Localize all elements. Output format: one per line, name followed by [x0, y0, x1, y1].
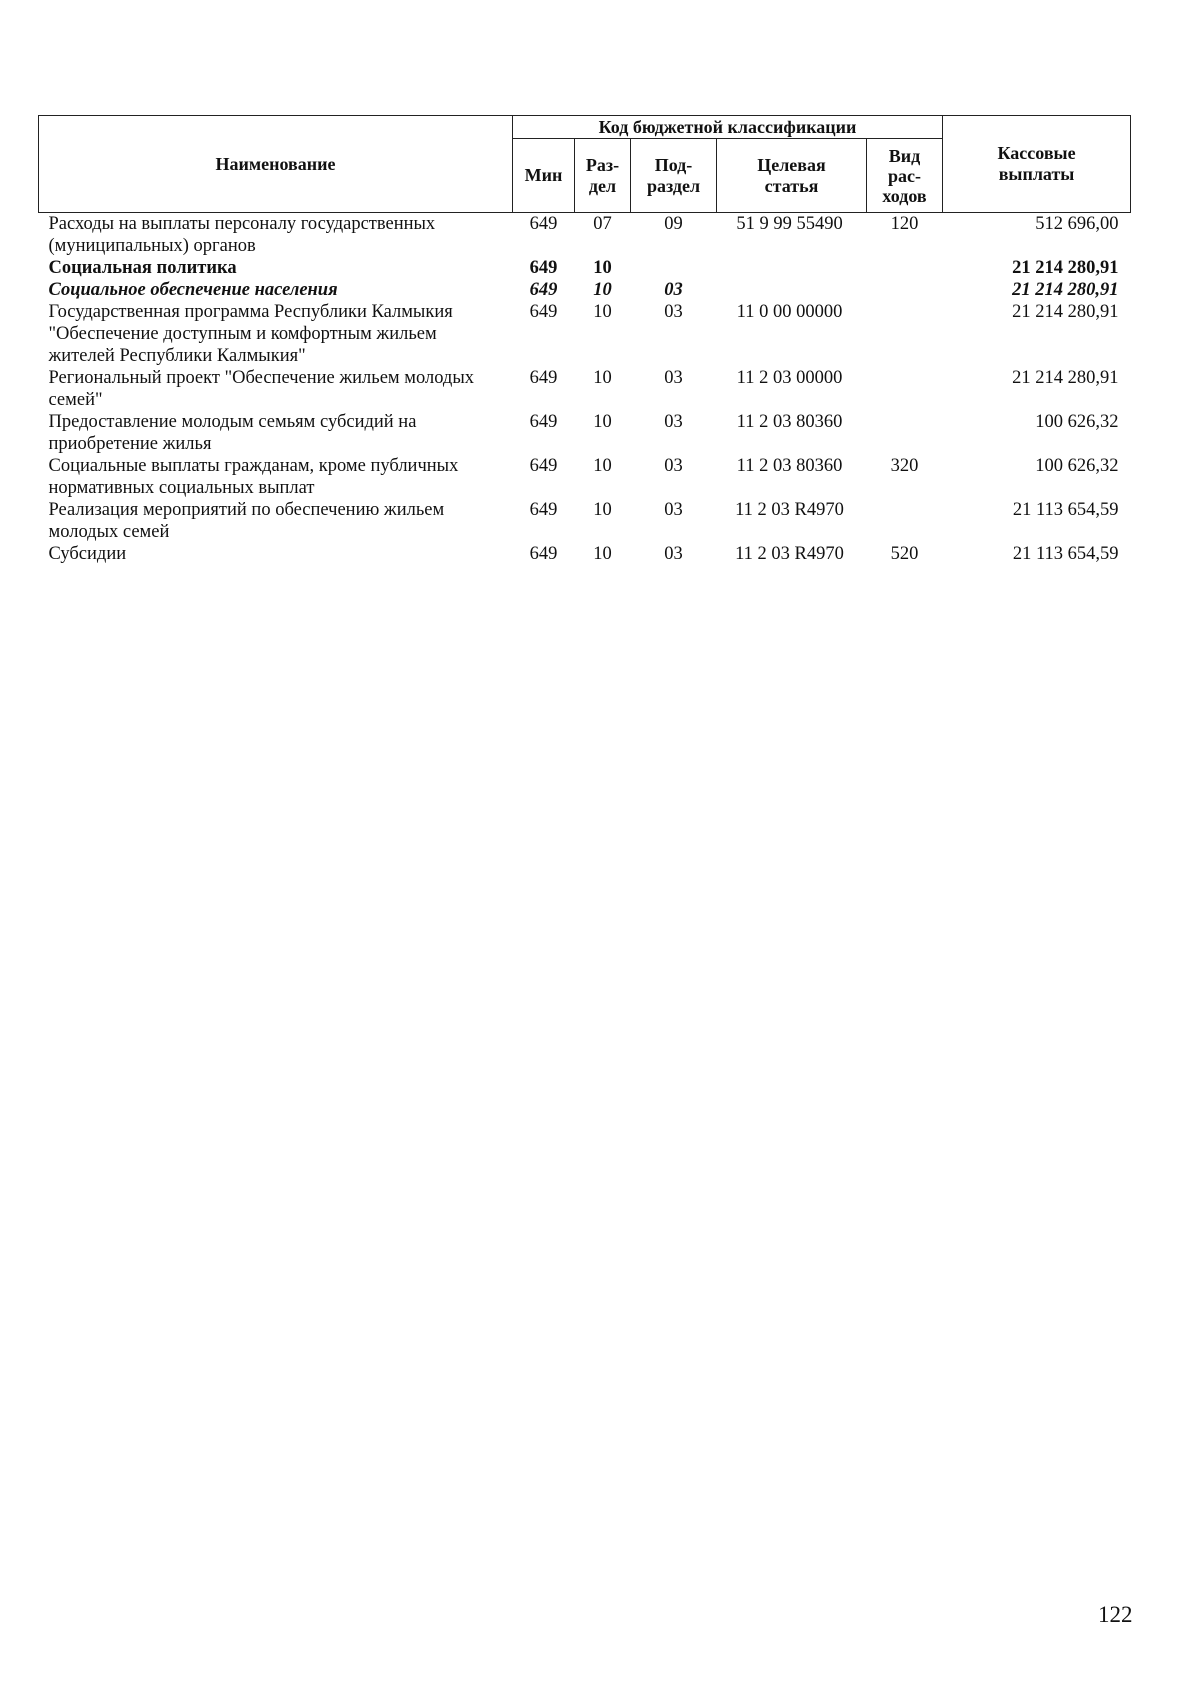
row-vid-raskhodov [867, 499, 943, 543]
header-podrazdel: Под- раздел [631, 139, 717, 213]
table-row [39, 213, 1131, 258]
row-razdel: 10 [593, 412, 612, 432]
row-min: 649 [529, 214, 558, 234]
row-name: Расходы на выплаты персоналу государственных (муниципальных) органов [48, 214, 436, 256]
row-min: 649 [529, 544, 558, 564]
row-vid-raskhodov [867, 257, 943, 279]
row-vid-raskhodov [867, 301, 943, 367]
row-celevaya-statya [717, 279, 867, 301]
row-vid-raskhodov: 320 [890, 456, 919, 476]
table-row [39, 411, 1131, 455]
row-podrazdel: 03 [664, 302, 683, 322]
row-vid-raskhodov [867, 279, 943, 301]
row-min: 649 [529, 368, 558, 388]
row-min: 649 [529, 456, 558, 476]
page-number: 122 [1098, 1602, 1133, 1627]
row-name: Социальные выплаты гражданам, кроме публичных нормативных социальных выплат [48, 456, 459, 498]
header-razdel: Раз- дел [575, 139, 631, 213]
row-name: Реализация мероприятий по обеспечению жильем молодых семей [48, 500, 445, 542]
row-min: 649 [529, 280, 558, 300]
row-podrazdel: 03 [664, 456, 683, 476]
row-cash-payment: 21 214 280,91 [1012, 258, 1119, 278]
row-celevaya-statya: 11 2 03 80360 [736, 456, 843, 476]
table-row [39, 367, 1131, 411]
row-min: 649 [529, 302, 558, 322]
row-cash-payment: 21 214 280,91 [1012, 280, 1119, 300]
row-podrazdel: 03 [664, 544, 683, 564]
table-row [39, 455, 1131, 499]
row-celevaya-statya: 11 0 00 00000 [736, 302, 843, 322]
row-name: Предоставление молодым семьям субсидий на приобретение жилья [48, 412, 417, 454]
header-vid-raskhodov: Вид рас- ходов [867, 139, 943, 213]
header-min: Мин [513, 139, 575, 213]
row-min: 649 [529, 412, 558, 432]
row-name: Государственная программа Республики Калмыкия "Обеспечение доступным и комфортным жильем жителей Республики Калмыкия" [48, 302, 453, 366]
table-row [39, 499, 1131, 543]
row-razdel: 10 [593, 500, 612, 520]
row-podrazdel [631, 257, 717, 279]
row-celevaya-statya: 11 2 03 00000 [736, 368, 843, 388]
table-row [39, 257, 1131, 279]
row-vid-raskhodov [867, 367, 943, 411]
row-cash-payment: 100 626,32 [1035, 412, 1119, 432]
row-razdel: 10 [593, 258, 612, 278]
table-row [39, 543, 1131, 565]
header-celevaya-statya: Целевая статья [717, 139, 867, 213]
row-razdel: 10 [593, 544, 612, 564]
row-cash-payment: 21 113 654,59 [1012, 500, 1119, 520]
table-body [39, 213, 1131, 566]
row-podrazdel: 03 [664, 368, 683, 388]
row-vid-raskhodov [867, 411, 943, 455]
row-name: Региональный проект "Обеспечение жильем молодых семей" [48, 368, 474, 410]
row-cash-payment: 512 696,00 [1035, 214, 1119, 234]
row-name: Социальная политика [48, 258, 237, 278]
row-celevaya-statya: 51 9 99 55490 [736, 214, 843, 234]
row-vid-raskhodov: 120 [890, 214, 919, 234]
row-celevaya-statya: 11 2 03 80360 [736, 412, 843, 432]
header-name: Наименование [39, 116, 513, 213]
row-podrazdel: 03 [664, 280, 683, 300]
row-razdel: 10 [593, 368, 612, 388]
header-cash-payments: Кассовые выплаты [943, 116, 1131, 213]
budget-table [38, 115, 1131, 565]
row-podrazdel: 03 [664, 500, 683, 520]
row-razdel: 10 [593, 456, 612, 476]
table-header [39, 116, 1131, 213]
row-cash-payment: 21 214 280,91 [1012, 368, 1119, 388]
row-celevaya-statya: 11 2 03 R4970 [735, 544, 844, 564]
row-cash-payment: 100 626,32 [1035, 456, 1119, 476]
row-razdel: 10 [593, 280, 612, 300]
row-podrazdel: 03 [664, 412, 683, 432]
row-razdel: 07 [593, 214, 612, 234]
row-vid-raskhodov: 520 [890, 544, 919, 564]
row-min: 649 [529, 500, 558, 520]
row-name: Социальное обеспечение населения [48, 280, 338, 300]
table-row [39, 301, 1131, 367]
header-budget-code-group: Код бюджетной классификации [513, 116, 943, 139]
row-razdel: 10 [593, 302, 612, 322]
row-min: 649 [529, 258, 558, 278]
row-celevaya-statya: 11 2 03 R4970 [735, 500, 844, 520]
row-celevaya-statya [717, 257, 867, 279]
row-cash-payment: 21 214 280,91 [1012, 302, 1119, 322]
row-name: Субсидии [48, 544, 127, 564]
row-cash-payment: 21 113 654,59 [1012, 544, 1119, 564]
row-podrazdel: 09 [664, 214, 683, 234]
table-row [39, 279, 1131, 301]
